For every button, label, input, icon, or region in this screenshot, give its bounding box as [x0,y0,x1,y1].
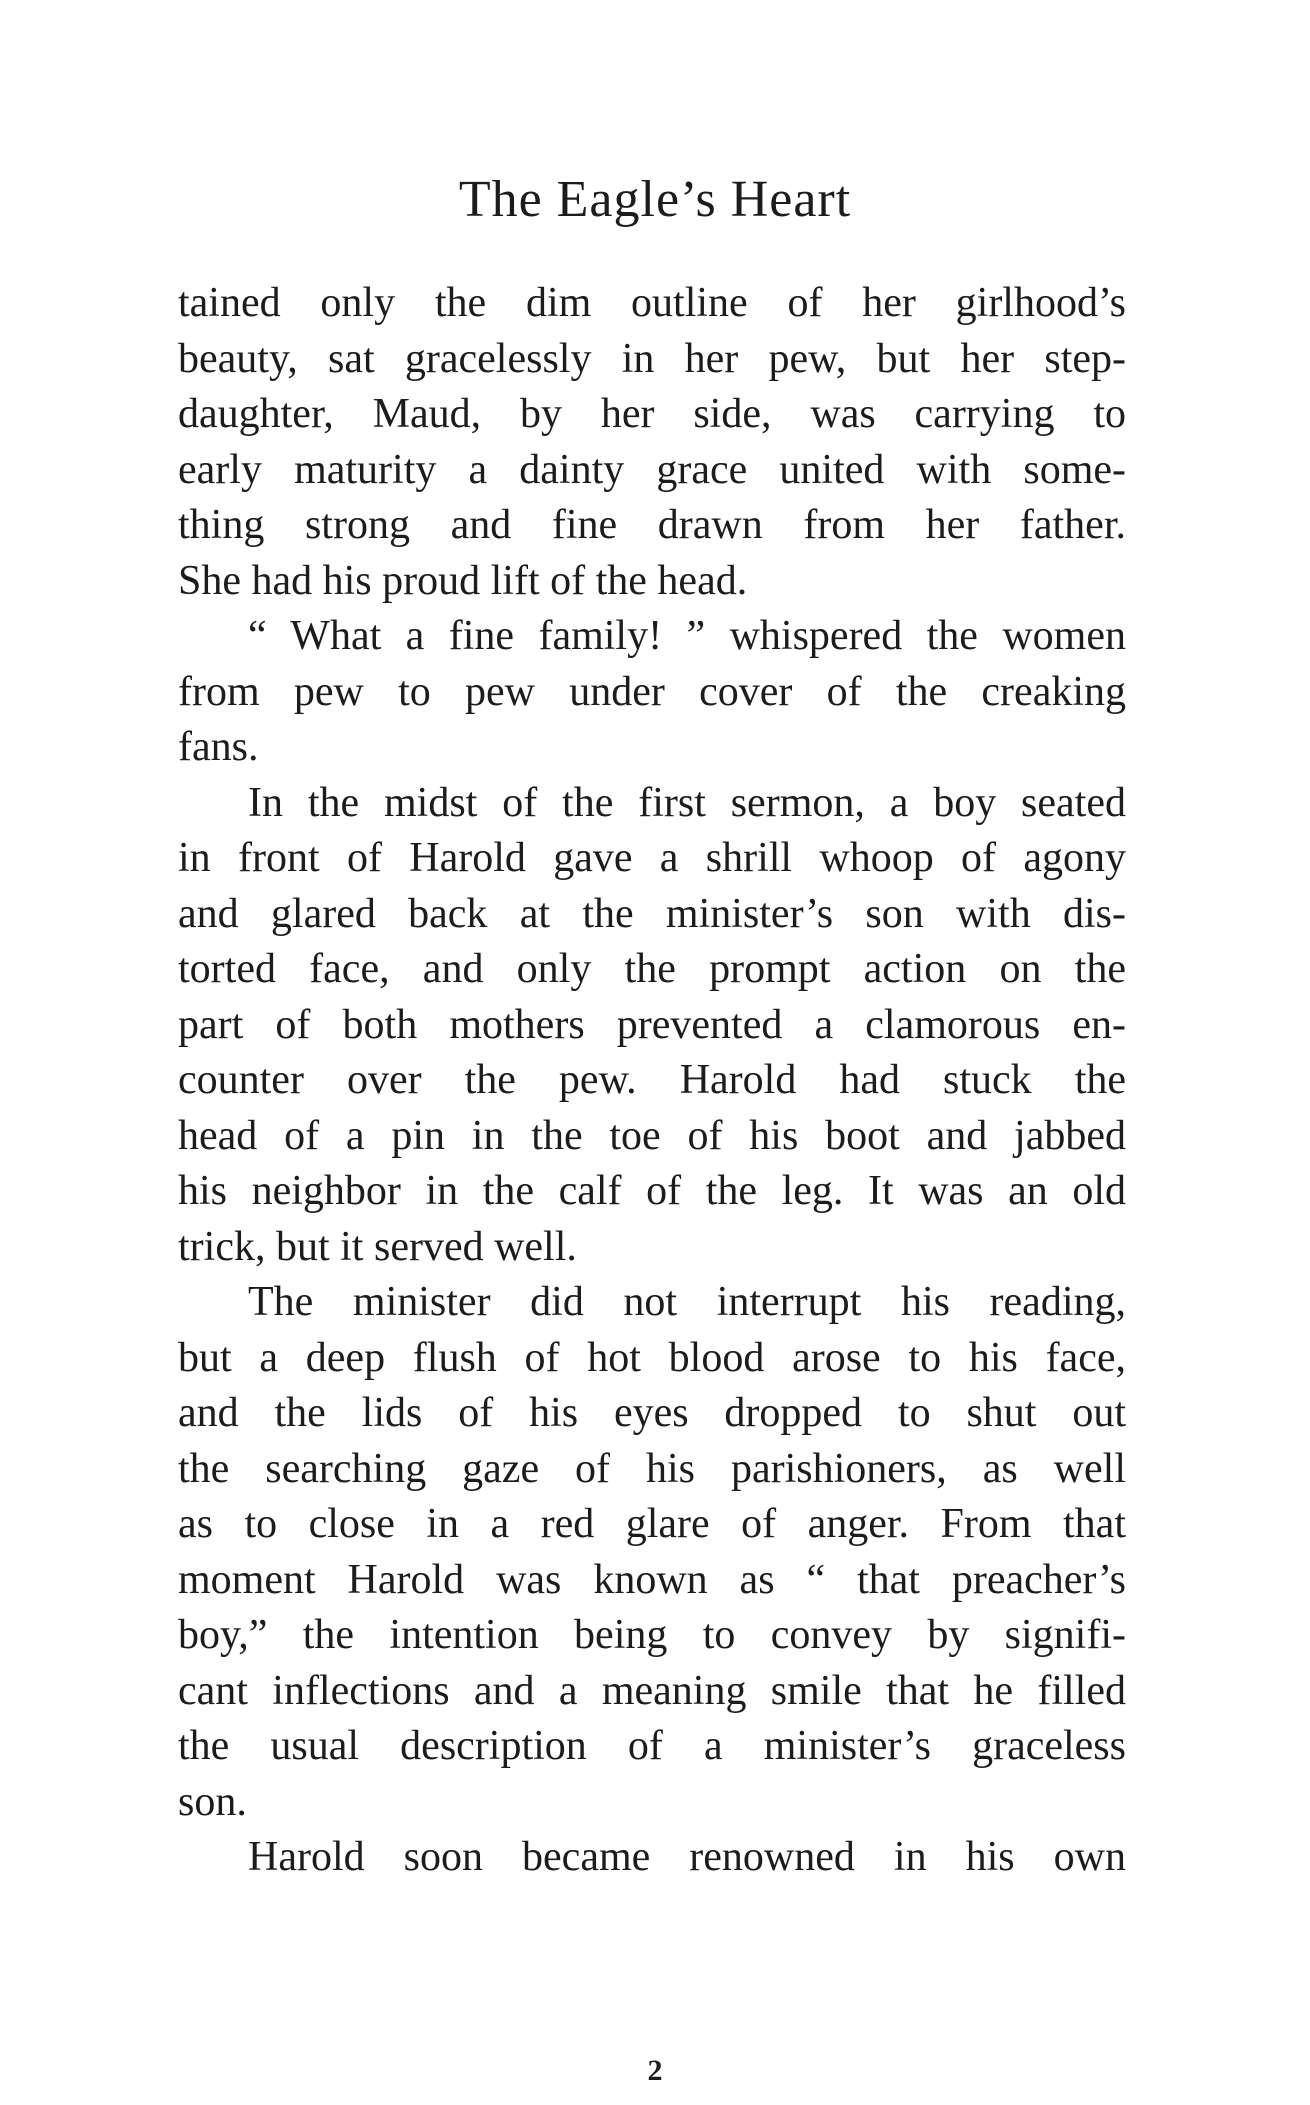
text-line: his neighbor in the calf of the leg. It was an old [178,1168,1126,1214]
text-line: beauty, sat gracelessly in her pew, but her step- [178,335,1126,382]
body-text [178,276,1126,1886]
text-line: Harold soon became renowned in his own [248,1834,1126,1880]
text-line: The minister did not interrupt his reading, [248,1279,1126,1325]
text-line: as to close in a red glare of anger. From that [178,1501,1126,1547]
text-line: part of both mothers prevented a clamorous en- [178,1001,1126,1048]
text-line: and the lids of his eyes dropped to shut out [178,1390,1126,1436]
text-line: She had his proud lift of the head. [178,557,748,604]
text-line: counter over the pew. Harold had stuck the [178,1057,1126,1103]
text-line: thing strong and fine drawn from her father. [178,502,1126,548]
text-line: daughter, Maud, by her side, was carrying to [178,391,1126,437]
running-head: The Eagle’s Heart [458,171,852,228]
text-line: early maturity a dainty grace united with some- [178,446,1126,493]
text-line: and glared back at the minister’s son with dis- [178,890,1126,937]
text-line: In the midst of the first sermon, a boy seated [248,779,1126,826]
text-line: moment Harold was known as “ that preacher’s [178,1556,1126,1603]
text-line: from pew to pew under cover of the creaking [178,668,1126,715]
text-line: boy,” the intention being to convey by signifi- [178,1612,1126,1658]
text-line: but a deep flush of hot blood arose to his face, [178,1334,1126,1381]
text-line: trick, but it served well. [178,1223,577,1270]
text-line: the usual description of a minister’s graceless [178,1723,1126,1769]
text-line: in front of Harold gave a shrill whoop of agony [178,835,1126,881]
text-line: “ What a fine family! ” whispered the women [248,613,1126,659]
text-line: fans. [178,724,259,770]
text-line: head of a pin in the toe of his boot and jabbed [178,1112,1126,1159]
text-line: the searching gaze of his parishioners, as well [178,1445,1126,1492]
text-line: tained only the dim outline of her girlhood’s [178,280,1126,326]
text-line: torted face, and only the prompt action on the [178,946,1126,992]
text-line: son. [178,1778,247,1825]
text-line: cant inflections and a meaning smile that he filled [178,1667,1126,1714]
page-number: 2 [647,2054,663,2087]
